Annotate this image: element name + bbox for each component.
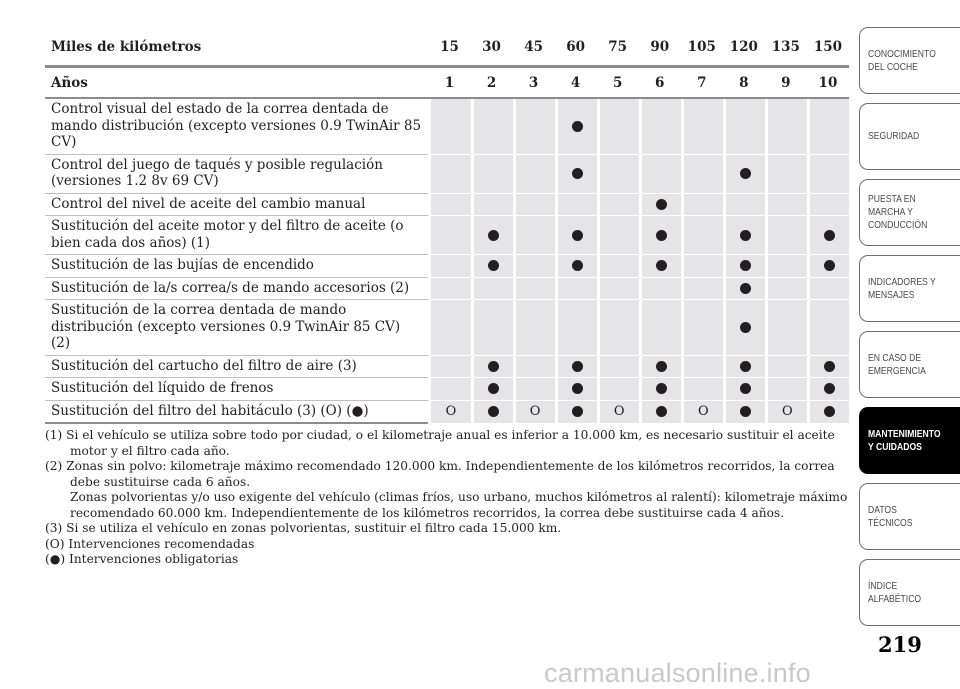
sidebar-tab[interactable] (859, 407, 960, 474)
schedule-cell (597, 401, 639, 425)
schedule-cell (681, 300, 723, 356)
schedule-cell (639, 300, 681, 356)
schedule-cell (723, 300, 765, 356)
legend-recommended: (O) Intervenciones recomendadas (45, 536, 255, 551)
mandatory-dot-icon (740, 260, 751, 271)
sidebar-tab[interactable] (859, 103, 960, 170)
sidebar-tab[interactable] (859, 483, 960, 550)
mandatory-dot-icon (572, 361, 583, 372)
schedule-cell (597, 216, 639, 255)
schedule-cell (428, 378, 470, 401)
mandatory-dot-icon (740, 230, 751, 241)
schedule-cell (513, 194, 555, 217)
km-header-cell: 105 (681, 28, 723, 68)
schedule-cell (513, 155, 555, 194)
mandatory-dot-icon (488, 383, 499, 394)
schedule-cell (723, 155, 765, 194)
sidebar-tab[interactable] (859, 331, 960, 398)
schedule-cell (428, 216, 470, 255)
schedule-cell (723, 99, 765, 155)
schedule-cell (471, 155, 513, 194)
schedule-cell (513, 378, 555, 401)
mandatory-dot-icon (656, 230, 667, 241)
recommended-mark: O (529, 404, 541, 420)
schedule-cell (681, 216, 723, 255)
mandatory-dot-icon (824, 230, 835, 241)
schedule-cell (597, 255, 639, 278)
schedule-cell (765, 99, 807, 155)
sidebar-tab-label: ÍNDICE ALFABÉTICO (868, 579, 922, 605)
schedule-cell (639, 356, 681, 379)
years-header-label: Años (45, 68, 428, 99)
row-label: Sustitución del aceite motor y del filtro de aceite (o bien cada dos años) (1) (45, 216, 428, 255)
schedule-body (45, 99, 849, 424)
schedule-cell (681, 194, 723, 217)
footnote-2: (2) Zonas sin polvo: kilometraje máximo recomendado 120.000 km. Independientemente de los kilómetros recorridos, la correa debe sustituirse cada 6 años. (45, 459, 835, 489)
table-row (45, 216, 849, 255)
mandatory-dot-icon (572, 168, 583, 179)
schedule-cell (597, 300, 639, 356)
schedule-cell (639, 401, 681, 425)
table-row (45, 278, 849, 301)
schedule-cell (428, 278, 470, 301)
schedule-cell (471, 216, 513, 255)
schedule-cell (471, 356, 513, 379)
years-header-cell: 2 (471, 68, 513, 99)
maintenance-document (45, 28, 849, 568)
schedule-cell (555, 194, 597, 217)
recommended-mark: O (697, 404, 709, 420)
sidebar-tab-label: DATOS TÉCNICOS (868, 503, 913, 529)
mandatory-dot-icon (740, 322, 751, 333)
row-label: Sustitución del cartucho del filtro de aire (3) (45, 356, 428, 379)
mandatory-dot-icon (572, 260, 583, 271)
schedule-cell (597, 155, 639, 194)
years-header-cell: 10 (807, 68, 849, 99)
schedule-cell (807, 378, 849, 401)
schedule-cell (555, 378, 597, 401)
years-header-cell: 7 (681, 68, 723, 99)
schedule-cell (723, 378, 765, 401)
chapter-sidebar (859, 27, 960, 635)
header-row-years (45, 68, 849, 99)
km-header-cell: 120 (723, 28, 765, 68)
table-row (45, 300, 849, 356)
schedule-cell (597, 99, 639, 155)
schedule-cell (555, 401, 597, 425)
footnotes (45, 428, 849, 568)
sidebar-tab-label: INDICADORES Y MENSAJES (868, 275, 936, 301)
schedule-cell (555, 216, 597, 255)
schedule-cell (513, 99, 555, 155)
km-header-cell: 45 (513, 28, 555, 68)
footnote-1: (1) Si el vehículo se utiliza sobre todo por ciudad, o el kilometraje anual es inferior a 10.000 km, es necesario sustituir el aceite motor y el filtro cada año. (45, 428, 835, 458)
schedule-cell (807, 216, 849, 255)
schedule-cell (555, 155, 597, 194)
schedule-cell (765, 194, 807, 217)
legend-mandatory: (●) Intervenciones obligatorias (45, 552, 239, 566)
schedule-cell (597, 378, 639, 401)
mandatory-dot-icon (656, 260, 667, 271)
schedule-cell (723, 401, 765, 425)
mandatory-dot-icon (740, 406, 751, 417)
schedule-cell (639, 99, 681, 155)
schedule-cell (681, 356, 723, 379)
mandatory-dot-icon (572, 230, 583, 241)
row-label: Control del nivel de aceite del cambio manual (45, 194, 428, 217)
schedule-cell (639, 216, 681, 255)
schedule-cell (639, 255, 681, 278)
schedule-cell (555, 278, 597, 301)
km-header-cell: 90 (639, 28, 681, 68)
schedule-cell (597, 194, 639, 217)
schedule-cell (765, 300, 807, 356)
schedule-cell (765, 216, 807, 255)
table-row (45, 99, 849, 155)
footnote-2-continued: Zonas polvorientas y/o uso exigente del vehículo (climas fríos, uso urbano, muchos kilómetros al ralentí): kilometraje máximo recomendado 60.000 km. Independientemente de los kilómetros recorridos, la correa debe sustituirse cada 4 años. (70, 490, 848, 520)
schedule-cell (807, 278, 849, 301)
row-label: Sustitución de las bujías de encendido (45, 255, 428, 278)
km-header-cell: 60 (555, 28, 597, 68)
sidebar-tab-label: SEGURIDAD (868, 130, 920, 142)
sidebar-tab[interactable] (859, 255, 960, 322)
row-label: Control del juego de taqués y posible regulación (versiones 1.2 8v 69 CV) (45, 155, 428, 194)
schedule-cell (723, 356, 765, 379)
watermark: carmanualsonline.info (544, 658, 811, 688)
schedule-cell (723, 278, 765, 301)
km-header-label: Miles de kilómetros (45, 28, 428, 68)
schedule-cell (428, 194, 470, 217)
schedule-cell (513, 300, 555, 356)
schedule-cell (807, 255, 849, 278)
row-label: Sustitución de la correa dentada de mando distribución (excepto versiones 0.9 TwinAir 85 CV) (2) (45, 300, 428, 356)
schedule-cell (639, 194, 681, 217)
mandatory-dot-icon (488, 230, 499, 241)
schedule-cell (639, 378, 681, 401)
schedule-cell (681, 255, 723, 278)
sidebar-tab-label: MANTENIMIENTO Y CUIDADOS (868, 427, 941, 453)
mandatory-dot-icon (740, 383, 751, 394)
mandatory-dot-icon (572, 406, 583, 417)
mandatory-dot-icon (572, 121, 583, 132)
schedule-cell (471, 278, 513, 301)
km-header-cell: 150 (807, 28, 849, 68)
schedule-cell (765, 401, 807, 425)
mandatory-dot-icon (740, 283, 751, 294)
schedule-cell (471, 401, 513, 425)
table-row (45, 378, 849, 401)
years-header-cell: 6 (639, 68, 681, 99)
schedule-cell (723, 255, 765, 278)
row-label: Sustitución del filtro del habitáculo (3) (O) (●) (45, 401, 428, 425)
mandatory-dot-icon (572, 383, 583, 394)
schedule-cell (428, 99, 470, 155)
schedule-cell (639, 278, 681, 301)
schedule-cell (428, 300, 470, 356)
schedule-cell (555, 99, 597, 155)
mandatory-dot-icon (488, 406, 499, 417)
years-header-cell: 1 (428, 68, 470, 99)
years-header-cell: 8 (723, 68, 765, 99)
page-number: 219 (878, 632, 922, 657)
schedule-cell (428, 255, 470, 278)
table-row (45, 194, 849, 217)
schedule-cell (471, 255, 513, 278)
schedule-cell (428, 155, 470, 194)
header-row-km (45, 28, 849, 68)
schedule-cell (765, 278, 807, 301)
table-row (45, 401, 849, 425)
mandatory-dot-icon (740, 168, 751, 179)
row-label: Control visual del estado de la correa dentada de mando distribución (excepto versiones 0.9 TwinAir 85 CV) (45, 99, 428, 155)
mandatory-dot-icon (656, 361, 667, 372)
mandatory-dot-icon (824, 260, 835, 271)
km-header-cell: 30 (471, 28, 513, 68)
sidebar-tab[interactable] (859, 559, 960, 626)
schedule-cell (681, 278, 723, 301)
row-label: Sustitución del líquido de frenos (45, 378, 428, 401)
mandatory-dot-icon (488, 260, 499, 271)
schedule-cell (471, 194, 513, 217)
schedule-cell (765, 255, 807, 278)
schedule-cell (513, 255, 555, 278)
sidebar-tab-label: PUESTA EN MARCHA Y CONDUCCIÓN (868, 193, 928, 231)
mandatory-dot-icon (656, 383, 667, 394)
schedule-cell (681, 401, 723, 425)
schedule-cell (471, 378, 513, 401)
row-label: Sustitución de la/s correa/s de mando accesorios (2) (45, 278, 428, 301)
schedule-cell (807, 356, 849, 379)
table-row (45, 356, 849, 379)
schedule-cell (723, 216, 765, 255)
schedule-cell (513, 356, 555, 379)
schedule-cell (555, 300, 597, 356)
recommended-mark: O (782, 404, 793, 420)
schedule-cell (471, 300, 513, 356)
schedule-cell (513, 278, 555, 301)
schedule-cell (807, 300, 849, 356)
mandatory-dot-icon (824, 361, 835, 372)
footnote-3: (3) Si se utiliza el vehículo en zonas polvorientas, sustituir el filtro cada 15.000 km. (45, 521, 562, 535)
years-header-cell: 3 (513, 68, 555, 99)
table-row (45, 155, 849, 194)
sidebar-tab[interactable] (859, 179, 960, 246)
schedule-cell (471, 99, 513, 155)
schedule-cell (513, 401, 555, 425)
schedule-cell (555, 356, 597, 379)
mandatory-dot-icon (824, 406, 835, 417)
schedule-cell (681, 378, 723, 401)
schedule-cell (428, 401, 470, 425)
recommended-mark: O (613, 404, 625, 420)
schedule-cell (639, 155, 681, 194)
mandatory-dot-icon (824, 383, 835, 394)
table-row (45, 255, 849, 278)
mandatory-dot-icon (740, 361, 751, 372)
mandatory-dot-icon (488, 361, 499, 372)
schedule-cell (807, 155, 849, 194)
schedule-cell (723, 194, 765, 217)
schedule-cell (765, 378, 807, 401)
km-header-cell: 75 (597, 28, 639, 68)
sidebar-tab-label: CONOCIMIENTO DEL COCHE (868, 47, 936, 73)
schedule-cell (513, 216, 555, 255)
schedule-cell (597, 278, 639, 301)
schedule-cell (765, 356, 807, 379)
schedule-cell (807, 401, 849, 425)
schedule-cell (807, 99, 849, 155)
km-header-cell: 135 (765, 28, 807, 68)
schedule-cell (428, 356, 470, 379)
sidebar-tab[interactable] (859, 27, 960, 94)
mandatory-dot-icon (656, 199, 667, 210)
km-header-cell: 15 (428, 28, 470, 68)
schedule-cell (555, 255, 597, 278)
mandatory-dot-icon (656, 406, 667, 417)
years-header-cell: 5 (597, 68, 639, 99)
schedule-cell (765, 155, 807, 194)
schedule-cell (597, 356, 639, 379)
recommended-mark: O (445, 404, 457, 420)
sidebar-tab-label: EN CASO DE EMERGENCIA (868, 351, 926, 377)
schedule-cell (681, 99, 723, 155)
years-header-cell: 4 (555, 68, 597, 99)
years-header-cell: 9 (765, 68, 807, 99)
maintenance-schedule-table (45, 28, 849, 424)
schedule-cell (681, 155, 723, 194)
schedule-cell (807, 194, 849, 217)
